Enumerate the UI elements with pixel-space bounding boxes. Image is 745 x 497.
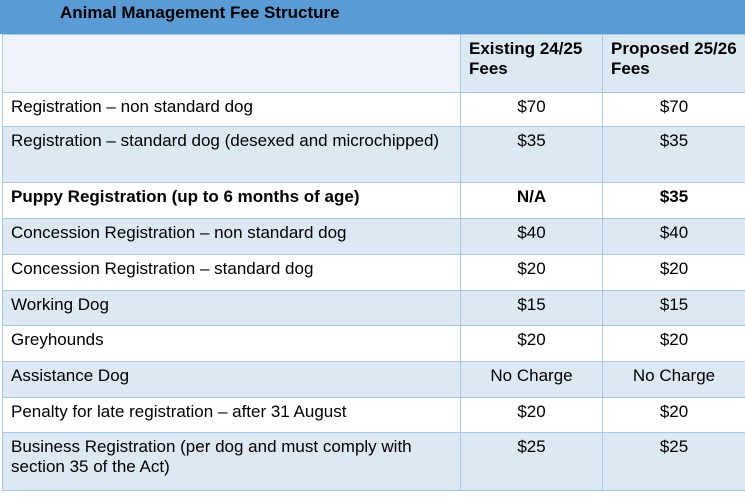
table-row (3, 362, 745, 398)
row-label: Greyhounds (3, 326, 461, 362)
row-proposed-fee: $35 (603, 183, 745, 219)
row-proposed-fee: $20 (603, 326, 745, 362)
table-row (3, 93, 745, 127)
row-proposed-fee: $20 (603, 398, 745, 433)
row-label: Penalty for late registration – after 31 August (3, 398, 461, 433)
row-label: Working Dog (3, 291, 461, 326)
row-label: Business Registration (per dog and must comply with section 35 of the Act) (3, 433, 461, 491)
header-existing-fees: Existing 24/25 Fees (461, 35, 603, 93)
row-proposed-fee: $40 (603, 219, 745, 255)
row-label: Registration – standard dog (desexed and microchipped) (3, 127, 461, 183)
table-header-row (3, 35, 745, 93)
fee-table (2, 34, 745, 491)
table-row (3, 127, 745, 183)
table-row (3, 219, 745, 255)
header-item (3, 35, 461, 93)
row-existing-fee: $20 (461, 255, 603, 291)
table-row (3, 326, 745, 362)
row-proposed-fee: $20 (603, 255, 745, 291)
table-row (3, 433, 745, 491)
header-proposed-fees: Proposed 25/26 Fees (603, 35, 745, 93)
row-label: Puppy Registration (up to 6 months of age) (3, 183, 461, 219)
row-existing-fee: $15 (461, 291, 603, 326)
row-label: Assistance Dog (3, 362, 461, 398)
table-row (3, 398, 745, 433)
row-label: Concession Registration – non standard dog (3, 219, 461, 255)
table-row (3, 291, 745, 326)
row-proposed-fee: No Charge (603, 362, 745, 398)
row-label: Registration – non standard dog (3, 93, 461, 127)
row-existing-fee: $20 (461, 398, 603, 433)
table-row (3, 183, 745, 219)
row-label: Concession Registration – standard dog (3, 255, 461, 291)
table-row (3, 255, 745, 291)
row-proposed-fee: $25 (603, 433, 745, 491)
row-proposed-fee: $70 (603, 93, 745, 127)
row-existing-fee: $25 (461, 433, 603, 491)
row-existing-fee: $35 (461, 127, 603, 183)
row-proposed-fee: $15 (603, 291, 745, 326)
row-existing-fee: $70 (461, 93, 603, 127)
row-existing-fee: $20 (461, 326, 603, 362)
table-title: Animal Management Fee Structure (0, 0, 745, 34)
row-proposed-fee: $35 (603, 127, 745, 183)
row-existing-fee: N/A (461, 183, 603, 219)
row-existing-fee: $40 (461, 219, 603, 255)
row-existing-fee: No Charge (461, 362, 603, 398)
